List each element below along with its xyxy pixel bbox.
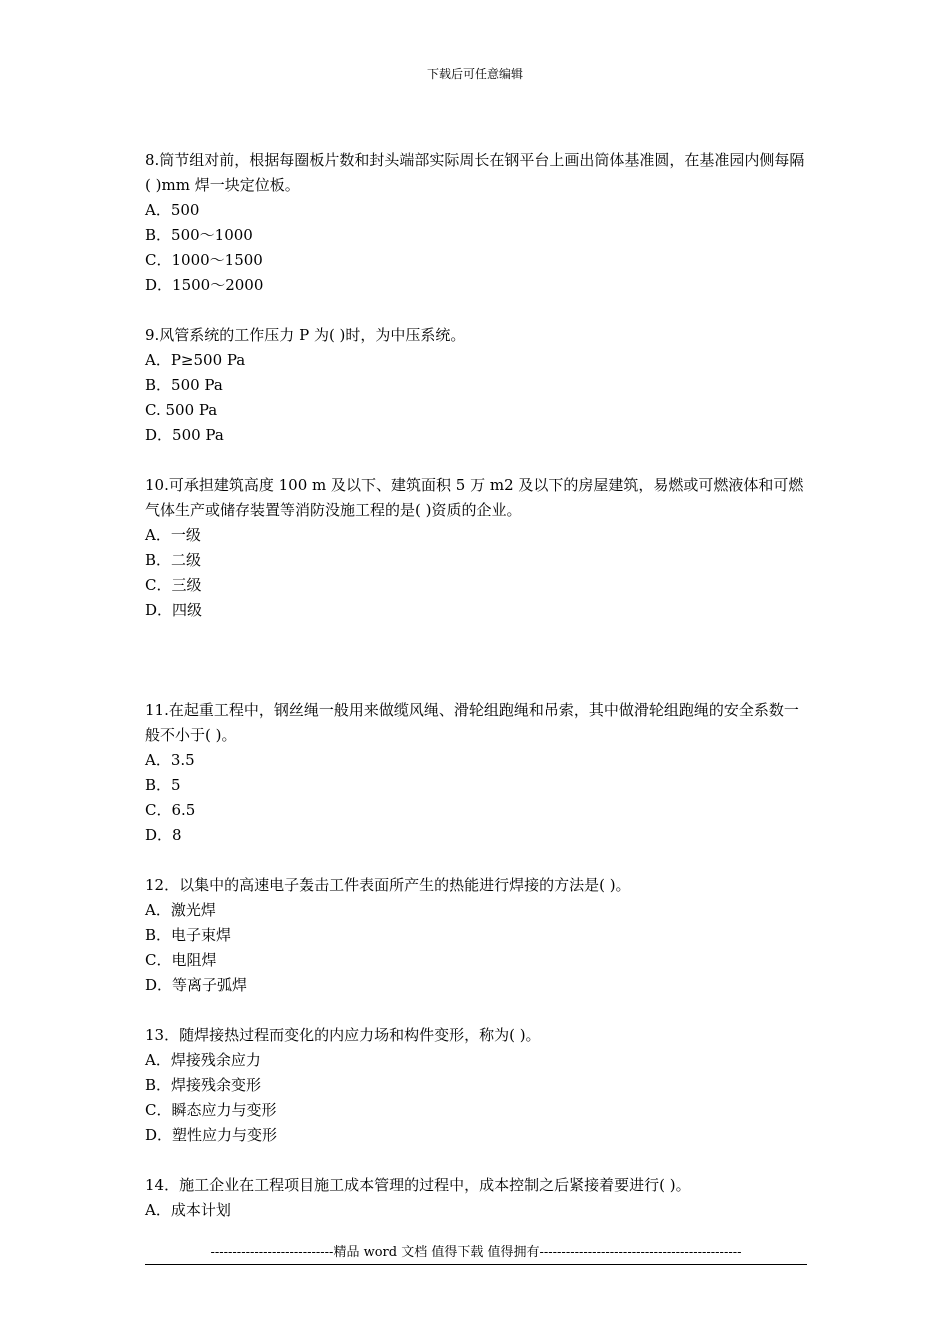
question-14 xyxy=(145,1173,807,1223)
option-b: B．5 xyxy=(145,776,181,794)
page-footer: ----------------------------精品 word 文档 值得下载 值得拥有---------------------------------------------- xyxy=(145,1245,807,1265)
page-header: 下载后可任意编辑 xyxy=(426,67,523,81)
option-a: A．3.5 xyxy=(145,751,195,769)
option-b: B．电子束焊 xyxy=(145,926,232,944)
spacer xyxy=(145,448,807,473)
question-text: 11.在起重工程中，钢丝绳一般用来做缆风绳、滑轮组跑绳和吊索，其中做滑轮组跑绳的安全系数一般不小于( )。 xyxy=(145,701,799,744)
question-list xyxy=(145,148,807,1223)
question-text: 12．以集中的高速电子轰击工件表面所产生的热能进行焊接的方法是( )。 xyxy=(145,876,631,894)
question-11 xyxy=(145,698,807,848)
question-13 xyxy=(145,1023,807,1148)
option-c: C．1000～1500 xyxy=(145,251,263,269)
question-text: 9.风管系统的工作压力 P 为( )时，为中压系统。 xyxy=(145,326,466,344)
option-b: B．500～1000 xyxy=(145,226,253,244)
option-d: D．四级 xyxy=(145,601,203,619)
spacer xyxy=(145,1148,807,1173)
option-d: D．1500～2000 xyxy=(145,276,264,294)
option-a: A．500 xyxy=(145,201,200,219)
spacer xyxy=(145,623,807,698)
option-b: B．二级 xyxy=(145,551,202,569)
question-text: 8.筒节组对前，根据每圈板片数和封头端部实际周长在钢平台上画出筒体基准圆，在基准园内侧每隔( )mm 焊一块定位板。 xyxy=(145,151,805,194)
option-b: B．500 Pa xyxy=(145,376,223,394)
question-text: 14．施工企业在工程项目施工成本管理的过程中，成本控制之后紧接着要进行( )。 xyxy=(145,1176,691,1194)
spacer xyxy=(145,298,807,323)
option-a: A．P≥500 Pa xyxy=(145,351,246,369)
option-a: A．激光焊 xyxy=(145,901,216,919)
question-8 xyxy=(145,148,807,298)
option-d: D．8 xyxy=(145,826,182,844)
option-a: A．一级 xyxy=(145,526,201,544)
question-text: 10.可承担建筑高度 100 m 及以下、建筑面积 5 万 m2 及以下的房屋建筑，易燃或可燃液体和可燃气体生产或储存装置等消防没施工程的是( )资质的企业。 xyxy=(145,476,804,519)
option-a: A．焊接残余应力 xyxy=(145,1051,261,1069)
option-b: B．焊接残余变形 xyxy=(145,1076,262,1094)
question-9 xyxy=(145,323,807,448)
spacer xyxy=(145,998,807,1023)
option-d: D．等离子弧焊 xyxy=(145,976,248,994)
option-c: C．瞬态应力与变形 xyxy=(145,1101,277,1119)
option-c: C．6.5 xyxy=(145,801,196,819)
question-10 xyxy=(145,473,807,623)
question-12 xyxy=(145,873,807,998)
spacer xyxy=(145,848,807,873)
option-c: C. 500 Pa xyxy=(145,401,218,419)
option-c: C．三级 xyxy=(145,576,202,594)
option-d: D．塑性应力与变形 xyxy=(145,1126,278,1144)
option-a: A．成本计划 xyxy=(145,1201,231,1219)
option-d: D．500 Pa xyxy=(145,426,224,444)
question-text: 13．随焊接热过程而变化的内应力场和构件变形，称为( )。 xyxy=(145,1026,541,1044)
option-c: C．电阻焊 xyxy=(145,951,217,969)
